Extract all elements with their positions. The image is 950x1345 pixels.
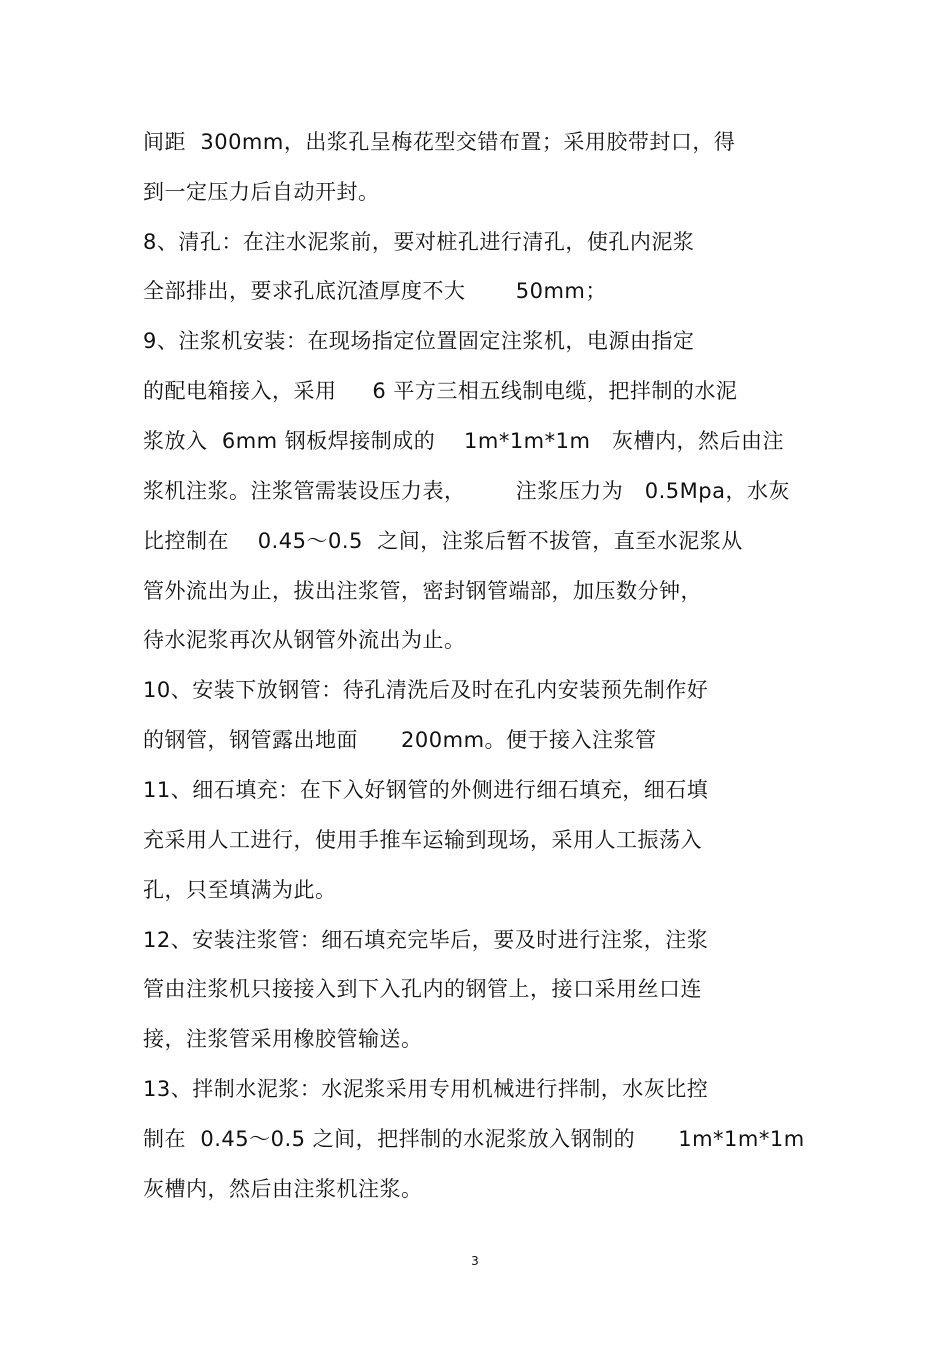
text-line: 接，注浆管采用橡胶管输送。 (143, 1027, 423, 1051)
text-line: 8、清孔：在注水泥浆前，要对桩孔进行清孔，使孔内泥浆 (143, 230, 695, 254)
text-line: 灰槽内，然后由注浆机注浆。 (143, 1177, 423, 1201)
text-line: 间距 300mm，出浆孔呈梅花型交错布置；采用胶带封口，得 (143, 130, 736, 154)
text-line: 浆机注浆。注浆管需装设压力表， 注浆压力为 0.5Mpa，水灰 (143, 479, 790, 503)
text-line: 13、拌制水泥浆：水泥浆采用专用机械进行拌制，水灰比控 (143, 1077, 709, 1101)
text-line: 9、注浆机安装：在现场指定位置固定注浆机，电源由指定 (143, 329, 695, 353)
text-line: 管外流出为止，拔出注浆管，密封钢管端部，加压数分钟， (143, 579, 702, 603)
text-line: 的配电箱接入，采用 6 平方三相五线制电缆，把拌制的水泥 (143, 379, 738, 403)
text-line: 到一定压力后自动开封。 (143, 180, 380, 204)
text-line: 全部排出，要求孔底沉渣厚度不大 50mm； (143, 279, 607, 303)
text-line: 比控制在 0.45～0.5 之间，注浆后暂不拔管，直至水泥浆从 (143, 529, 743, 553)
text-line: 浆放入 6mm 钢板焊接制成的 1m*1m*1m 灰槽内，然后由注 (143, 429, 784, 453)
text-line: 充采用人工进行，使用手推车运输到现场，采用人工振荡入 (143, 828, 702, 852)
text-line: 12、安装注浆管：细石填充完毕后，要及时进行注浆，注浆 (143, 928, 709, 952)
text-line: 10、安装下放钢管：待孔清洗后及时在孔内安装预先制作好 (143, 678, 709, 702)
text-line: 管由注浆机只接接入到下入孔内的钢管上，接口采用丝口连 (143, 977, 702, 1001)
page-number: 3 (471, 1254, 479, 1268)
text-line: 11、细石填充：在下入好钢管的外侧进行细石填充，细石填 (143, 778, 709, 802)
text-line: 的钢管，钢管露出地面 200mm。便于接入注浆管 (143, 728, 657, 752)
text-line: 待水泥浆再次从钢管外流出为止。 (143, 628, 466, 652)
text-line: 孔，只至填满为此。 (143, 878, 337, 902)
text-line: 制在 0.45～0.5 之间，把拌制的水泥浆放入钢制的 1m*1m*1m (143, 1127, 805, 1151)
